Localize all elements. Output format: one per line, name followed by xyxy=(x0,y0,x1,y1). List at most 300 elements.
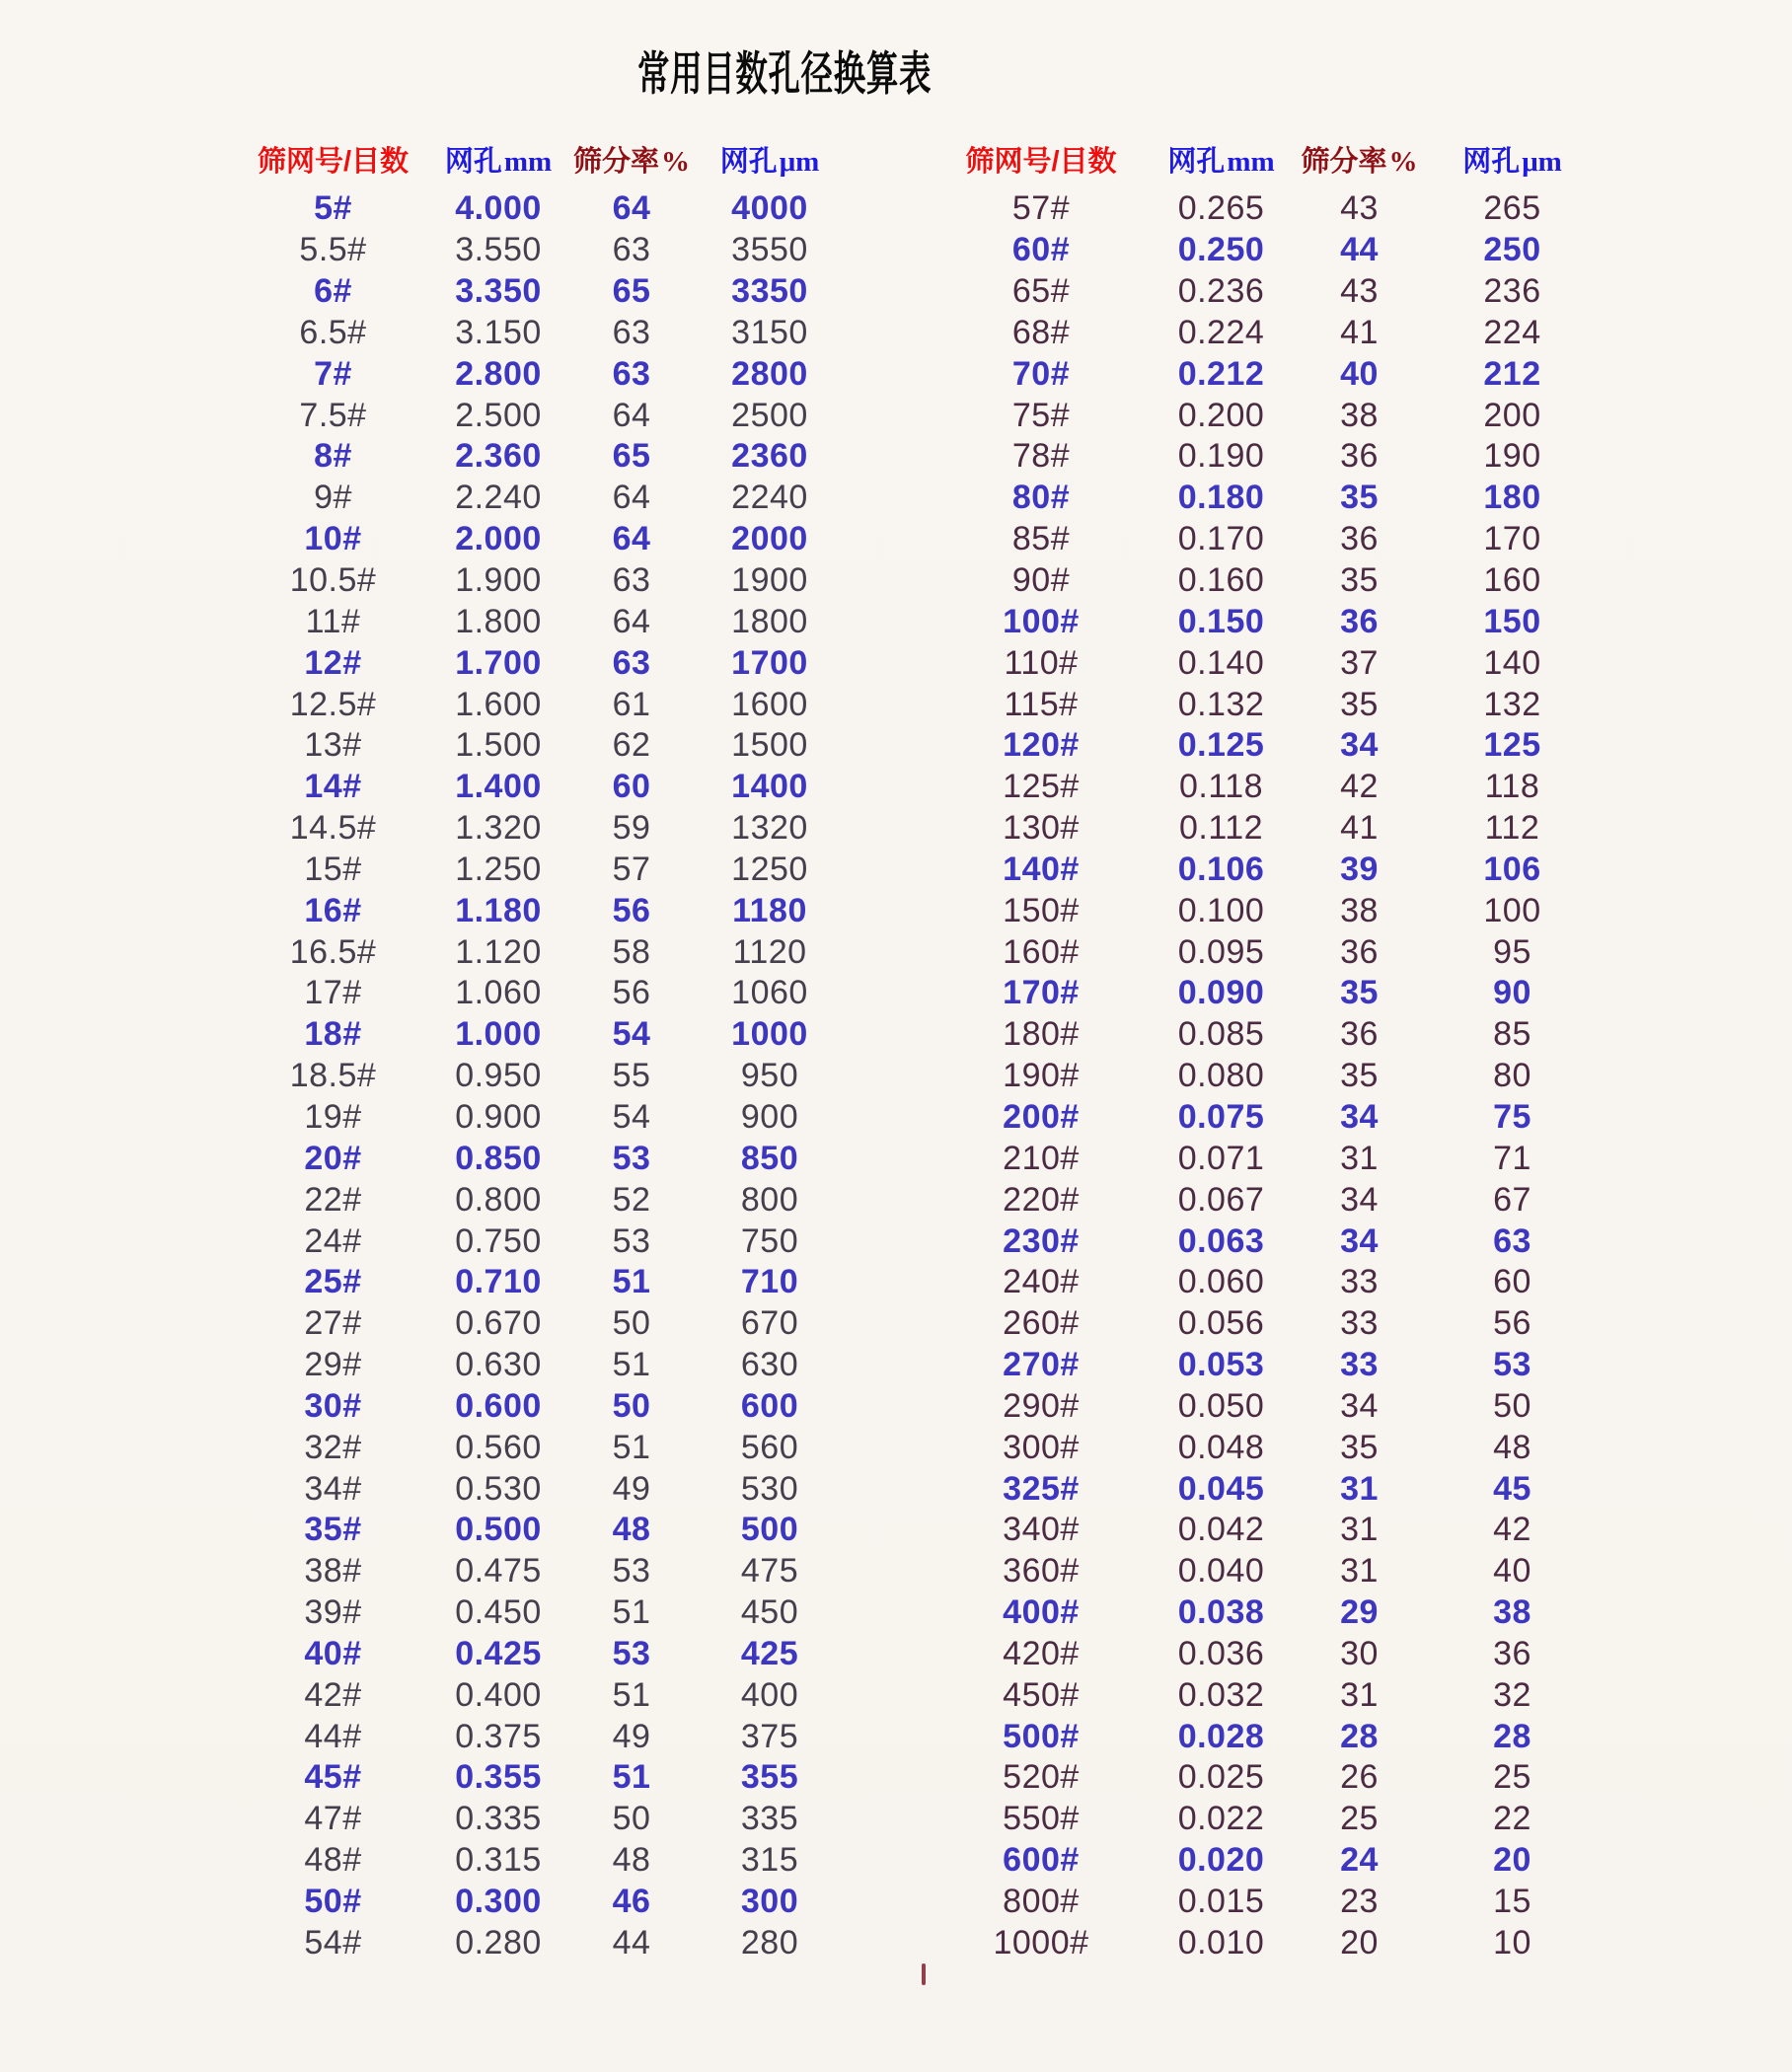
screening-rate-cell: 35 xyxy=(1340,561,1379,600)
aperture-um-cell: 45 xyxy=(1493,1469,1531,1508)
mesh-number-cell: 230# xyxy=(1003,1221,1080,1260)
screening-rate-cell: 34 xyxy=(1340,1180,1379,1219)
aperture-um-cell: 60 xyxy=(1493,1263,1531,1301)
aperture-um-cell: 180 xyxy=(1483,479,1541,517)
aperture-um-cell: 106 xyxy=(1483,850,1541,888)
screening-rate-cell: 44 xyxy=(612,1923,651,1961)
mesh-number-cell: 25# xyxy=(304,1263,362,1301)
aperture-um-cell: 132 xyxy=(1483,685,1541,723)
aperture-um-cell: 1400 xyxy=(731,768,808,806)
aperture-mm-cell: 0.236 xyxy=(1177,272,1265,311)
aperture-um-cell: 32 xyxy=(1493,1675,1531,1714)
aperture-mm-cell: 0.315 xyxy=(455,1841,542,1880)
screening-rate-cell: 64 xyxy=(612,520,651,558)
aperture-mm-cell: 2.800 xyxy=(455,354,542,393)
screening-rate-cell: 51 xyxy=(612,1675,651,1714)
aperture-mm-cell: 0.212 xyxy=(1177,354,1265,393)
mesh-number-cell: 120# xyxy=(1003,726,1080,765)
screening-rate-cell: 54 xyxy=(612,1097,651,1136)
aperture-mm-cell: 1.320 xyxy=(455,809,542,848)
screening-rate-cell: 36 xyxy=(1340,932,1379,971)
aperture-mm-cell: 0.280 xyxy=(455,1923,542,1961)
screening-rate-cell: 50 xyxy=(612,1800,651,1838)
aperture-mm-cell: 0.400 xyxy=(455,1675,542,1714)
aperture-um-cell: 425 xyxy=(740,1634,799,1672)
aperture-mm-cell: 0.150 xyxy=(1177,602,1265,640)
aperture-mm-cell: 1.250 xyxy=(455,850,542,888)
aperture-um-cell: 355 xyxy=(740,1758,799,1797)
header-label-latin: % xyxy=(1388,146,1418,178)
aperture-mm-cell: 0.032 xyxy=(1177,1675,1265,1714)
header-label-cjk: 网孔 xyxy=(1462,146,1521,178)
aperture-mm-cell: 0.200 xyxy=(1177,396,1265,434)
aperture-um-cell: 40 xyxy=(1493,1552,1531,1591)
mesh-number-cell: 16# xyxy=(304,891,362,929)
aperture-mm-cell: 0.750 xyxy=(455,1221,542,1260)
aperture-mm-cell: 1.000 xyxy=(455,1015,542,1054)
aperture-um-cell: 300 xyxy=(740,1883,799,1921)
screening-rate-cell: 35 xyxy=(1340,479,1379,517)
aperture-um-cell: 1320 xyxy=(731,809,808,848)
aperture-mm-cell: 0.335 xyxy=(455,1800,542,1838)
screening-rate-cell: 30 xyxy=(1340,1634,1379,1672)
mesh-number-cell: 34# xyxy=(304,1469,362,1508)
aperture-mm-cell: 0.250 xyxy=(1177,231,1265,269)
mesh-number-cell: 27# xyxy=(304,1304,362,1343)
mesh-number-cell: 40# xyxy=(304,1634,362,1672)
aperture-um-cell: 50 xyxy=(1493,1386,1531,1425)
screening-rate-cell: 35 xyxy=(1340,974,1379,1012)
screening-rate-cell: 37 xyxy=(1340,643,1379,682)
aperture-um-cell: 475 xyxy=(740,1552,799,1591)
header-label-latin: % xyxy=(661,146,690,178)
screening-rate-cell: 31 xyxy=(1340,1511,1379,1549)
screening-rate-cell: 63 xyxy=(612,231,651,269)
mesh-number-cell: 170# xyxy=(1003,974,1080,1012)
aperture-mm-cell: 0.900 xyxy=(455,1097,542,1136)
aperture-mm-cell: 0.224 xyxy=(1177,313,1265,351)
aperture-mm-cell: 0.180 xyxy=(1177,479,1265,517)
screening-rate-cell: 40 xyxy=(1340,354,1379,393)
screening-rate-cell: 53 xyxy=(612,1552,651,1591)
mesh-number-cell: 500# xyxy=(1003,1717,1080,1755)
mesh-number-cell: 115# xyxy=(1004,685,1079,723)
aperture-mm-cell: 0.450 xyxy=(455,1593,542,1632)
aperture-mm-cell: 1.060 xyxy=(455,974,542,1012)
aperture-um-cell: 335 xyxy=(740,1800,799,1838)
aperture-mm-cell: 0.071 xyxy=(1177,1139,1265,1177)
mesh-number-cell: 400# xyxy=(1003,1593,1080,1632)
aperture-mm-cell: 1.400 xyxy=(455,768,542,806)
aperture-um-cell: 2800 xyxy=(731,354,808,393)
screening-rate-cell: 64 xyxy=(612,396,651,434)
screening-rate-cell: 31 xyxy=(1340,1139,1379,1177)
aperture-um-cell: 1700 xyxy=(731,643,808,682)
screening-rate-cell: 25 xyxy=(1340,1800,1379,1838)
table-header-row xyxy=(242,143,849,177)
aperture-um-cell: 2360 xyxy=(731,437,808,476)
aperture-um-cell: 20 xyxy=(1493,1841,1531,1880)
aperture-mm-cell: 0.160 xyxy=(1177,561,1265,600)
mesh-number-cell: 22# xyxy=(304,1180,362,1219)
screening-rate-cell: 57 xyxy=(612,850,651,888)
screening-rate-cell: 52 xyxy=(612,1180,651,1219)
mesh-number-cell: 190# xyxy=(1003,1057,1080,1095)
header-label-latin: μm xyxy=(1522,146,1562,178)
aperture-um-cell: 200 xyxy=(1483,396,1541,434)
aperture-mm-cell: 0.355 xyxy=(455,1758,542,1797)
mesh-number-cell: 220# xyxy=(1003,1180,1080,1219)
screening-rate-cell: 31 xyxy=(1340,1469,1379,1508)
aperture-um-cell: 315 xyxy=(740,1841,799,1880)
aperture-mm-cell: 1.800 xyxy=(455,602,542,640)
mesh-number-cell: 130# xyxy=(1003,809,1080,848)
mesh-number-cell: 800# xyxy=(1003,1883,1080,1921)
mesh-number-cell: 18.5# xyxy=(289,1057,377,1095)
aperture-um-cell: 56 xyxy=(1493,1304,1531,1343)
aperture-mm-cell: 0.022 xyxy=(1177,1800,1265,1838)
aperture-mm-cell: 0.050 xyxy=(1177,1386,1265,1425)
aperture-mm-cell: 3.550 xyxy=(455,231,542,269)
aperture-mm-cell: 0.375 xyxy=(455,1717,542,1755)
aperture-um-cell: 1180 xyxy=(732,891,807,929)
mesh-number-cell: 16.5# xyxy=(289,932,377,971)
mesh-number-cell: 42# xyxy=(304,1675,362,1714)
table-header-row xyxy=(942,143,1608,177)
aperture-mm-cell: 0.028 xyxy=(1177,1717,1265,1755)
screening-rate-cell: 65 xyxy=(612,272,651,311)
table-body xyxy=(242,188,849,1963)
mesh-number-cell: 140# xyxy=(1003,850,1080,888)
header-label-cjk: 网孔 xyxy=(1167,146,1226,178)
screening-rate-cell: 64 xyxy=(612,189,651,228)
page-title: 常用目数孔径换算表 xyxy=(637,47,933,100)
screening-rate-cell: 36 xyxy=(1340,1015,1379,1054)
screening-rate-cell: 44 xyxy=(1340,231,1379,269)
aperture-mm-cell: 1.500 xyxy=(455,726,542,765)
aperture-mm-cell: 1.900 xyxy=(455,561,542,600)
mesh-number-cell: 20# xyxy=(304,1139,362,1177)
screening-rate-cell: 53 xyxy=(612,1221,651,1260)
aperture-um-cell: 400 xyxy=(740,1675,799,1714)
aperture-um-cell: 2240 xyxy=(731,479,808,517)
screening-rate-cell: 64 xyxy=(612,479,651,517)
header-label-latin: mm xyxy=(1227,146,1275,178)
mesh-number-cell: 420# xyxy=(1003,1634,1080,1672)
header-label-cjk: 筛分率 xyxy=(572,146,659,178)
aperture-um-cell: 2000 xyxy=(731,520,808,558)
aperture-mm-cell: 0.265 xyxy=(1177,189,1265,228)
mesh-number-cell: 85# xyxy=(1011,520,1071,558)
aperture-mm-cell: 0.425 xyxy=(455,1634,542,1672)
mesh-number-cell: 6# xyxy=(314,272,352,311)
aperture-um-cell: 75 xyxy=(1493,1097,1531,1136)
aperture-um-cell: 67 xyxy=(1493,1180,1531,1219)
mesh-number-cell: 300# xyxy=(1003,1428,1080,1466)
aperture-um-cell: 212 xyxy=(1483,354,1541,393)
header-label-cjk: 筛网号/目数 xyxy=(257,146,410,178)
aperture-mm-cell: 0.118 xyxy=(1178,768,1264,806)
mesh-number-cell: 10# xyxy=(304,520,362,558)
aperture-mm-cell: 1.700 xyxy=(455,643,542,682)
mesh-number-cell: 29# xyxy=(304,1346,362,1384)
aperture-mm-cell: 0.067 xyxy=(1177,1180,1265,1219)
mesh-number-cell: 39# xyxy=(304,1593,362,1632)
aperture-um-cell: 560 xyxy=(740,1428,799,1466)
aperture-mm-cell: 0.475 xyxy=(455,1552,542,1591)
aperture-um-cell: 22 xyxy=(1493,1800,1531,1838)
mesh-number-cell: 32# xyxy=(304,1428,362,1466)
mesh-number-cell: 70# xyxy=(1011,354,1071,393)
screening-rate-cell: 50 xyxy=(612,1304,651,1343)
aperture-mm-cell: 3.350 xyxy=(455,272,542,311)
screening-rate-cell: 26 xyxy=(1340,1758,1379,1797)
mesh-number-cell: 14# xyxy=(304,768,362,806)
aperture-mm-cell: 1.600 xyxy=(455,685,542,723)
mesh-number-cell: 340# xyxy=(1003,1511,1080,1549)
aperture-um-cell: 90 xyxy=(1493,974,1531,1012)
mesh-number-cell: 14.5# xyxy=(289,809,377,848)
aperture-um-cell: 1120 xyxy=(732,932,807,971)
screening-rate-cell: 56 xyxy=(612,974,651,1012)
mesh-number-cell: 110# xyxy=(1004,643,1079,682)
mesh-number-cell: 18# xyxy=(304,1015,362,1054)
aperture-um-cell: 236 xyxy=(1483,272,1541,311)
mesh-number-cell: 15# xyxy=(304,850,362,888)
mesh-number-cell: 50# xyxy=(304,1883,362,1921)
screening-rate-cell: 34 xyxy=(1340,1097,1379,1136)
header-mesh-number xyxy=(242,143,424,177)
screening-rate-cell: 49 xyxy=(612,1469,651,1508)
mesh-number-cell: 600# xyxy=(1003,1841,1080,1880)
mesh-number-cell: 17# xyxy=(304,974,362,1012)
mesh-number-cell: 7.5# xyxy=(299,396,367,434)
aperture-mm-cell: 0.056 xyxy=(1177,1304,1265,1343)
mesh-number-cell: 45# xyxy=(304,1758,362,1797)
aperture-mm-cell: 3.150 xyxy=(455,313,542,351)
mesh-number-cell: 180# xyxy=(1003,1015,1080,1054)
mesh-number-cell: 35# xyxy=(304,1511,362,1549)
mesh-number-cell: 68# xyxy=(1011,313,1071,351)
screening-rate-cell: 48 xyxy=(612,1841,651,1880)
aperture-um-cell: 150 xyxy=(1483,602,1541,640)
aperture-mm-cell: 0.045 xyxy=(1177,1469,1265,1508)
header-mesh-number xyxy=(942,143,1140,177)
aperture-um-cell: 190 xyxy=(1483,437,1541,476)
aperture-um-cell: 170 xyxy=(1483,520,1541,558)
aperture-um-cell: 750 xyxy=(740,1221,799,1260)
mesh-number-cell: 11# xyxy=(305,602,361,640)
aperture-mm-cell: 0.053 xyxy=(1177,1346,1265,1384)
screening-rate-cell: 63 xyxy=(612,643,651,682)
aperture-um-cell: 28 xyxy=(1493,1717,1531,1755)
mesh-number-cell: 80# xyxy=(1011,479,1071,517)
screening-rate-cell: 34 xyxy=(1340,1386,1379,1425)
screening-rate-cell: 51 xyxy=(612,1263,651,1301)
aperture-um-cell: 100 xyxy=(1483,891,1541,929)
aperture-mm-cell: 0.500 xyxy=(455,1511,542,1549)
mesh-number-cell: 60# xyxy=(1011,231,1071,269)
screening-rate-cell: 29 xyxy=(1340,1593,1379,1632)
screening-rate-cell: 24 xyxy=(1340,1841,1379,1880)
mesh-number-cell: 260# xyxy=(1003,1304,1080,1343)
aperture-mm-cell: 0.040 xyxy=(1177,1552,1265,1591)
aperture-mm-cell: 0.060 xyxy=(1177,1263,1265,1301)
aperture-um-cell: 1900 xyxy=(731,561,808,600)
screening-rate-cell: 62 xyxy=(612,726,651,765)
aperture-mm-cell: 0.530 xyxy=(455,1469,542,1508)
screening-rate-cell: 35 xyxy=(1340,1428,1379,1466)
mesh-number-cell: 10.5# xyxy=(289,561,377,600)
mesh-number-cell: 150# xyxy=(1003,891,1080,929)
mesh-number-cell: 12.5# xyxy=(289,685,377,723)
mesh-number-cell: 5.5# xyxy=(299,231,367,269)
mesh-number-cell: 160# xyxy=(1003,932,1080,971)
screening-rate-cell: 54 xyxy=(612,1015,651,1054)
aperture-um-cell: 1250 xyxy=(731,850,808,888)
aperture-um-cell: 630 xyxy=(740,1346,799,1384)
screening-rate-cell: 39 xyxy=(1340,850,1379,888)
aperture-mm-cell: 0.112 xyxy=(1178,809,1264,848)
mesh-number-cell: 65# xyxy=(1011,272,1071,311)
aperture-um-cell: 25 xyxy=(1493,1758,1531,1797)
aperture-mm-cell: 0.075 xyxy=(1177,1097,1265,1136)
aperture-um-cell: 125 xyxy=(1483,726,1541,765)
header-aperture-mm xyxy=(424,143,572,177)
aperture-mm-cell: 2.000 xyxy=(455,520,542,558)
aperture-mm-cell: 0.125 xyxy=(1177,726,1265,765)
aperture-um-cell: 48 xyxy=(1493,1428,1531,1466)
header-label-latin: μm xyxy=(779,146,820,178)
aperture-um-cell: 265 xyxy=(1483,189,1541,228)
aperture-mm-cell: 0.560 xyxy=(455,1428,542,1466)
screening-rate-cell: 41 xyxy=(1340,313,1379,351)
aperture-mm-cell: 1.180 xyxy=(455,891,542,929)
aperture-mm-cell: 0.010 xyxy=(1177,1923,1265,1961)
screening-rate-cell: 49 xyxy=(612,1717,651,1755)
aperture-um-cell: 224 xyxy=(1483,313,1541,351)
mesh-number-cell: 240# xyxy=(1003,1263,1080,1301)
aperture-um-cell: 250 xyxy=(1483,231,1541,269)
screening-rate-cell: 36 xyxy=(1340,437,1379,476)
screening-rate-cell: 51 xyxy=(612,1758,651,1797)
screening-rate-cell: 43 xyxy=(1340,189,1379,228)
aperture-um-cell: 36 xyxy=(1493,1634,1531,1672)
mesh-number-cell: 30# xyxy=(304,1386,362,1425)
aperture-um-cell: 15 xyxy=(1493,1883,1531,1921)
screening-rate-cell: 35 xyxy=(1340,1057,1379,1095)
screening-rate-cell: 28 xyxy=(1340,1717,1379,1755)
mesh-number-cell: 1000# xyxy=(993,1923,1089,1961)
aperture-um-cell: 3150 xyxy=(731,313,808,351)
aperture-um-cell: 80 xyxy=(1493,1057,1531,1095)
aperture-mm-cell: 0.950 xyxy=(455,1057,542,1095)
aperture-um-cell: 42 xyxy=(1493,1511,1531,1549)
aperture-um-cell: 1800 xyxy=(731,602,808,640)
aperture-um-cell: 375 xyxy=(740,1717,799,1755)
mesh-number-cell: 550# xyxy=(1003,1800,1080,1838)
table-body xyxy=(942,188,1608,1963)
mesh-table-left xyxy=(242,143,849,1963)
mesh-number-cell: 54# xyxy=(304,1923,362,1961)
mesh-number-cell: 290# xyxy=(1003,1386,1080,1425)
aperture-um-cell: 1500 xyxy=(731,726,808,765)
mesh-number-cell: 8# xyxy=(314,437,352,476)
aperture-mm-cell: 0.015 xyxy=(1177,1883,1265,1921)
screening-rate-cell: 63 xyxy=(612,561,651,600)
aperture-um-cell: 450 xyxy=(740,1593,799,1632)
screening-rate-cell: 33 xyxy=(1340,1263,1379,1301)
aperture-um-cell: 4000 xyxy=(731,189,808,228)
aperture-mm-cell: 0.042 xyxy=(1177,1511,1265,1549)
aperture-mm-cell: 0.710 xyxy=(455,1263,542,1301)
screening-rate-cell: 51 xyxy=(612,1346,651,1384)
screening-rate-cell: 46 xyxy=(612,1883,651,1921)
mesh-number-cell: 9# xyxy=(314,479,352,517)
mesh-number-cell: 38# xyxy=(304,1552,362,1591)
header-screening-rate xyxy=(572,143,691,177)
mesh-number-cell: 13# xyxy=(304,726,362,765)
mesh-number-cell: 450# xyxy=(1003,1675,1080,1714)
screening-rate-cell: 36 xyxy=(1340,602,1379,640)
mesh-number-cell: 325# xyxy=(1003,1469,1080,1508)
header-aperture-um xyxy=(691,143,849,177)
mesh-number-cell: 24# xyxy=(304,1221,362,1260)
screening-rate-cell: 61 xyxy=(612,685,651,723)
aperture-mm-cell: 2.500 xyxy=(455,396,542,434)
aperture-um-cell: 2500 xyxy=(731,396,808,434)
aperture-um-cell: 280 xyxy=(740,1923,799,1961)
screening-rate-cell: 31 xyxy=(1340,1675,1379,1714)
screening-rate-cell: 38 xyxy=(1340,396,1379,434)
aperture-um-cell: 530 xyxy=(740,1469,799,1508)
aperture-um-cell: 71 xyxy=(1493,1139,1531,1177)
aperture-mm-cell: 0.038 xyxy=(1177,1593,1265,1632)
aperture-mm-cell: 0.095 xyxy=(1177,932,1265,971)
screening-rate-cell: 60 xyxy=(612,768,651,806)
screening-rate-cell: 56 xyxy=(612,891,651,929)
mesh-number-cell: 90# xyxy=(1011,561,1071,600)
screening-rate-cell: 58 xyxy=(612,932,651,971)
aperture-mm-cell: 4.000 xyxy=(455,189,542,228)
mesh-number-cell: 100# xyxy=(1003,602,1080,640)
aperture-um-cell: 53 xyxy=(1493,1346,1531,1384)
mesh-number-cell: 360# xyxy=(1003,1552,1080,1591)
mesh-number-cell: 6.5# xyxy=(299,313,367,351)
screening-rate-cell: 50 xyxy=(612,1386,651,1425)
mesh-number-cell: 57# xyxy=(1011,189,1071,228)
screening-rate-cell: 55 xyxy=(612,1057,651,1095)
mesh-number-cell: 78# xyxy=(1011,437,1071,476)
aperture-mm-cell: 0.036 xyxy=(1177,1634,1265,1672)
header-label-latin: mm xyxy=(503,146,553,178)
aperture-mm-cell: 0.106 xyxy=(1177,850,1265,888)
screening-rate-cell: 63 xyxy=(612,354,651,393)
aperture-um-cell: 38 xyxy=(1493,1593,1531,1632)
screening-rate-cell: 53 xyxy=(612,1139,651,1177)
aperture-mm-cell: 1.120 xyxy=(455,932,542,971)
header-label-cjk: 筛网号/目数 xyxy=(965,146,1117,178)
aperture-mm-cell: 0.100 xyxy=(1177,891,1265,929)
screening-rate-cell: 43 xyxy=(1340,272,1379,311)
mesh-number-cell: 125# xyxy=(1003,768,1080,806)
mesh-number-cell: 44# xyxy=(304,1717,362,1755)
mesh-number-cell: 7# xyxy=(314,354,352,393)
aperture-um-cell: 900 xyxy=(740,1097,799,1136)
screening-rate-cell: 42 xyxy=(1340,768,1379,806)
screening-rate-cell: 41 xyxy=(1340,809,1379,848)
aperture-mm-cell: 0.300 xyxy=(455,1883,542,1921)
